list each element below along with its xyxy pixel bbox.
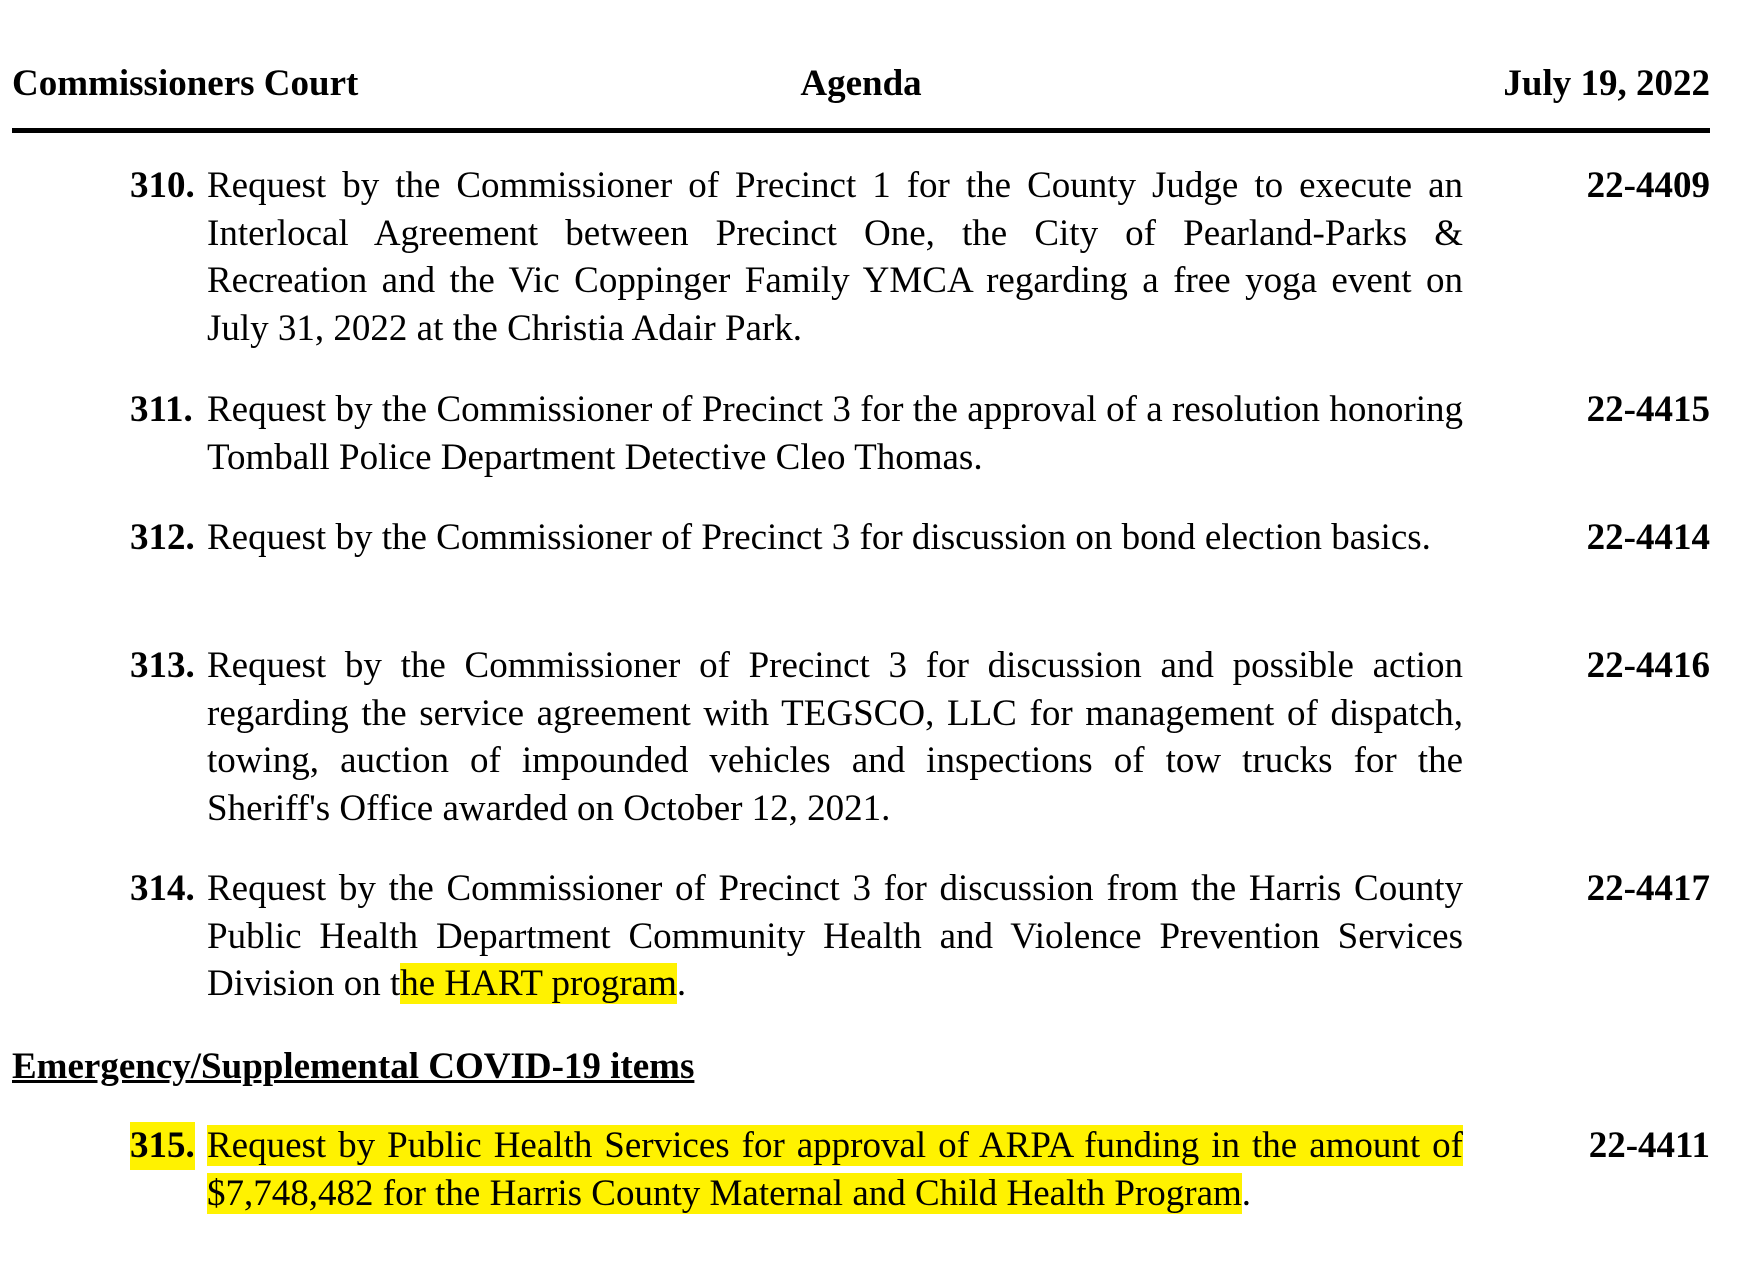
item-id: 22-4417	[1586, 868, 1710, 909]
item-text: Request by the Commissioner of Precinct 1 for the County Judge to execute an Interlocal Agreement between Precinct One, the City of Pearland-Parks & Recreation and the Vic Coppinger Family YMCA regarding a free yoga event on July 31, 2022 at the Christia Adair Park.	[207, 165, 1463, 349]
item-id: 22-4416	[1586, 645, 1710, 686]
item-text	[207, 865, 1463, 1008]
item-number: 314.	[130, 868, 195, 909]
item-id: 22-4414	[1586, 517, 1710, 558]
item-text: Request by the Commissioner of Precinct 3 for the approval of a resolution honoring Tomball Police Department Detective Cleo Thomas.	[207, 389, 1463, 478]
header-court-title: Commissioners Court	[12, 63, 359, 104]
item-text-plain: Request by the Commissioner of Precinct 3 for discussion from the Harris County Public Health Department Community Health and Violence Prevention Services Division on t	[207, 868, 1463, 1004]
item-id: 22-4411	[1588, 1125, 1710, 1166]
item-id: 22-4409	[1586, 165, 1710, 206]
highlighted-text: Request by Public Health Services for approval of ARPA funding in the amount of $7,748,482 for the Harris County Maternal and Child Health Program	[207, 1125, 1463, 1214]
page-header	[12, 62, 1710, 112]
item-number: 310.	[130, 165, 195, 206]
item-number: 312.	[130, 517, 195, 558]
item-number: 313.	[130, 645, 195, 686]
item-id: 22-4415	[1586, 389, 1710, 430]
highlighted-text: he HART program	[400, 963, 677, 1004]
item-number: 311.	[130, 389, 193, 430]
section-heading: Emergency/Supplemental COVID-19 items	[12, 1046, 695, 1087]
item-text	[207, 1122, 1463, 1217]
item-text-end: .	[676, 963, 687, 1004]
header-agenda-title: Agenda	[800, 63, 922, 104]
header-date: July 19, 2022	[1503, 63, 1710, 104]
header-rule	[12, 128, 1710, 133]
item-text: Request by the Commissioner of Precinct 3 for discussion on bond election basics.	[207, 517, 1431, 558]
item-text: Request by the Commissioner of Precinct 3 for discussion and possible action regarding the service agreement with TEGSCO, LLC for management of dispatch, towing, auction of impounded vehicles and inspections of tow trucks for the Sheriff's Office awarded on October 12, 2021.	[207, 645, 1463, 829]
item-number: 315.	[130, 1122, 195, 1170]
item-text-end: .	[1241, 1172, 1252, 1214]
